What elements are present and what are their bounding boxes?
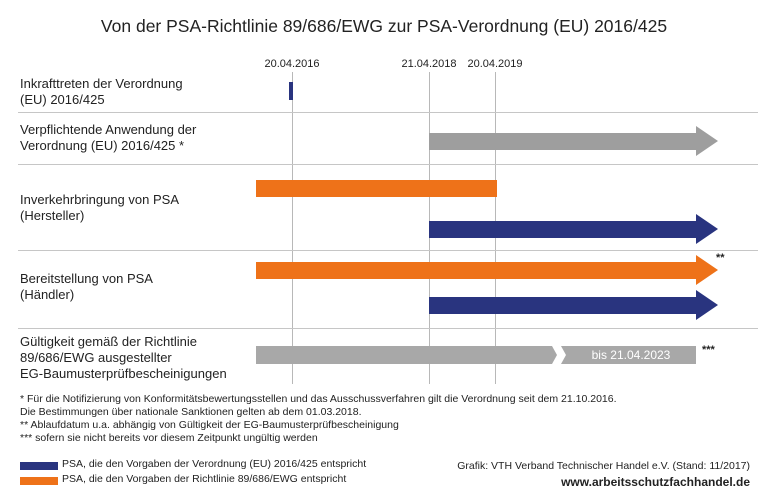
manufacturer-directive-bar: [256, 180, 497, 197]
row-label-bereitstellung: [20, 271, 153, 303]
row-separator: [18, 250, 758, 251]
date-label-2016: 20.04.2016: [264, 58, 320, 70]
website-link[interactable]: www.arbeitsschutzfachhandel.de: [561, 475, 750, 489]
row-label-inkrafttreten: [20, 76, 183, 108]
footnote: ** Ablaufdatum u.a. abhängig von Gültigkeit der EG-Baumusterprüfbescheinigung: [20, 419, 399, 431]
row-label-line: 89/686/EWG ausgestellter: [20, 350, 172, 365]
row-label-line: Bereitstellung von PSA: [20, 271, 153, 286]
timeline-line-2016: [292, 72, 293, 384]
triple-star-mark: ***: [702, 344, 715, 356]
certificate-validity-solid-segment: [256, 346, 557, 364]
row-separator: [18, 164, 758, 165]
manufacturer-regulation-bar: [429, 221, 696, 238]
manufacturer-regulation-arrow-icon: [696, 214, 718, 244]
date-label-2019: 20.04.2019: [467, 58, 523, 70]
mandatory-application-bar: [429, 133, 696, 150]
dealer-regulation-bar: [429, 297, 696, 314]
row-label-inverkehrbringung: [20, 192, 179, 224]
graphic-credit: Grafik: VTH Verband Technischer Handel e.V. (Stand: 11/2017): [457, 460, 750, 472]
dealer-directive-arrow-icon: [696, 255, 718, 285]
double-star-mark: **: [716, 252, 725, 264]
footnote: * Für die Notifizierung von Konformitätsbewertungsstellen und das Ausschussverfahren gilt die Verordnung seit dem 21.10.2016.: [20, 393, 617, 405]
dealer-directive-bar: [256, 262, 696, 279]
footnote: *** sofern sie nicht bereits vor diesem Zeitpunkt ungültig werden: [20, 432, 318, 444]
date-label-2018: 21.04.2018: [401, 58, 457, 70]
page-title: Von der PSA-Richtlinie 89/686/EWG zur PSA-Verordnung (EU) 2016/425: [100, 16, 668, 36]
until-date-label: bis 21.04.2023: [591, 348, 671, 362]
row-label-line: Gültigkeit gemäß der Richtlinie: [20, 334, 198, 349]
entry-into-force-marker: [289, 82, 293, 100]
row-label-line: (EU) 2016/425: [20, 92, 105, 107]
row-label-line: EG-Baumusterprüfbescheinigungen: [20, 366, 227, 381]
footnote: Die Bestimmungen über nationale Sanktionen gelten ab dem 01.03.2018.: [20, 406, 362, 418]
legend-swatch-regulation: [20, 462, 58, 470]
legend-swatch-directive: [20, 477, 58, 485]
row-label-line: Inverkehrbringung von PSA: [20, 192, 179, 207]
legend-label-directive: PSA, die den Vorgaben der Richtlinie 89/686/EWG entspricht: [62, 473, 347, 485]
mandatory-application-arrow-icon: [696, 126, 718, 156]
row-label-gueltigkeit: [20, 334, 227, 382]
row-label-line: Verpflichtende Anwendung der: [20, 122, 197, 137]
row-separator: [18, 112, 758, 113]
row-label-line: Inkrafttreten der Verordnung: [20, 76, 183, 91]
row-separator: [18, 328, 758, 329]
row-label-verpflichtende-anwendung: [20, 122, 196, 154]
legend-label-regulation: PSA, die den Vorgaben der Verordnung (EU) 2016/425 entspricht: [62, 458, 367, 470]
dealer-regulation-arrow-icon: [696, 290, 718, 320]
row-label-line: Verordnung (EU) 2016/425 *: [20, 138, 185, 153]
row-label-line: (Hersteller): [20, 208, 85, 223]
row-label-line: (Händler): [20, 287, 75, 302]
